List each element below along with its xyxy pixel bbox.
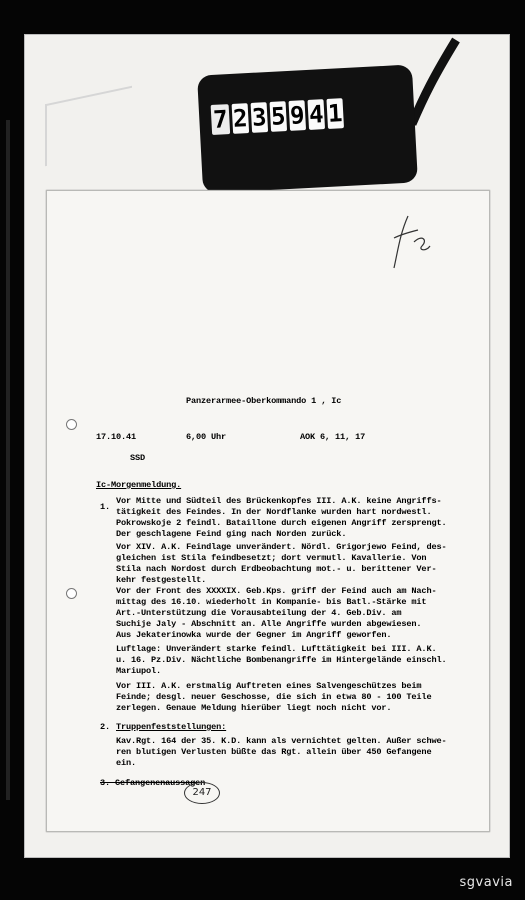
paragraph-line: u. 16. Pz.Div. Nächtliche Bombenangriffe im Hintergelände einschl.	[116, 655, 447, 665]
counter-digit: 5	[270, 102, 287, 131]
paragraph-line: Aus Jekaterinowka wurde der Gegner im Angriff geworfen.	[116, 630, 392, 640]
paragraph-line: Kav.Rgt. 164 der 35. K.D. kann als vernichtet gelten. Außer schwe-	[116, 736, 447, 746]
film-edge	[6, 120, 10, 800]
paragraph-line: tätigkeit des Feindes. In der Nordflanke wurden hart nordwestl.	[116, 507, 432, 517]
paragraph-line: ren blutigen Verlusten büßte das Rgt. allein über 450 Gefangene	[116, 747, 432, 757]
paragraph-line: zerlegen. Genaue Meldung hierüber liegt noch nicht vor.	[116, 703, 392, 713]
paragraph-line: Art.-Unterstützung die Vorausabteilung der 4. Geb.Div. am	[116, 608, 402, 618]
paragraph-line: Stila nach Nordost durch Erdbeobachtung mot.- u. berittener Ver-	[116, 564, 437, 574]
watermark: sgvavia	[459, 875, 513, 890]
section-number: 1.	[100, 502, 111, 512]
time: 6,00 Uhr	[186, 432, 227, 442]
counter-digit: 3	[251, 103, 268, 132]
paragraph-line: Mariupol.	[116, 666, 162, 676]
frame-counter	[197, 64, 418, 193]
ssd-mark: SSD	[130, 453, 146, 463]
punch-hole	[66, 588, 77, 599]
counter-digit: 7	[212, 105, 229, 134]
paragraph-line: ein.	[116, 758, 137, 768]
document-title: Panzerarmee-Oberkommando 1 , Ic	[186, 396, 342, 406]
paragraph-line: Der geschlagene Feind ging nach Norden zurück.	[116, 529, 347, 539]
struck-heading: 3. Gefangenenaussagen	[100, 778, 206, 788]
section-number: 2.	[100, 722, 111, 732]
distribution: AOK 6, 11, 17	[300, 432, 366, 442]
section-title: Truppenfeststellungen:	[116, 722, 227, 732]
handwritten-initial-icon	[388, 212, 434, 272]
paragraph-line: Vor III. A.K. erstmalig Auftreten eines Salvengeschützes beim	[116, 681, 422, 691]
paragraph-line: Pokrowskoje 2 feindl. Bataillone durch eigenen Angriff zersprengt.	[116, 518, 447, 528]
punch-hole	[66, 419, 77, 430]
page-number-stamp: 247	[184, 782, 220, 804]
report-heading: Ic-Morgenmeldung.	[96, 480, 182, 490]
paragraph-line: gleichen ist Stila feindbesetzt; dort vermutl. Kavallerie. Von	[116, 553, 427, 563]
paragraph-line: kehr festgestellt.	[116, 575, 207, 585]
corner-mark	[45, 86, 132, 166]
counter-digit: 2	[232, 104, 249, 133]
paragraph-line: mittag des 16.10. wiederholt in Kompanie- bis Batl.-Stärke mit	[116, 597, 427, 607]
paragraph-line: Vor XIV. A.K. Feindlage unverändert. Nördl. Grigorjewo Feind, des-	[116, 542, 447, 552]
paragraph-line: Suchije Jaly - Abschnitt an. Alle Angriffe wurden abgewiesen.	[116, 619, 422, 629]
paragraph-line: Feinde; desgl. neuer Geschosse, die sich in etwa 80 - 100 Teile	[116, 692, 432, 702]
counter-digit: 9	[289, 101, 306, 130]
paragraph-line: Vor Mitte und Südteil des Brückenkopfes III. A.K. keine Angriffs-	[116, 496, 442, 506]
paragraph-line: Luftlage: Unverändert starke feindl. Lufttätigkeit bei III. A.K.	[116, 644, 437, 654]
paragraph-line: Vor der Front des XXXXIX. Geb.Kps. griff der Feind auch am Nach-	[116, 586, 437, 596]
counter-digit: 4	[308, 100, 325, 129]
counter-digit: 1	[327, 99, 344, 128]
date: 17.10.41	[96, 432, 137, 442]
counter-digits	[211, 98, 345, 141]
